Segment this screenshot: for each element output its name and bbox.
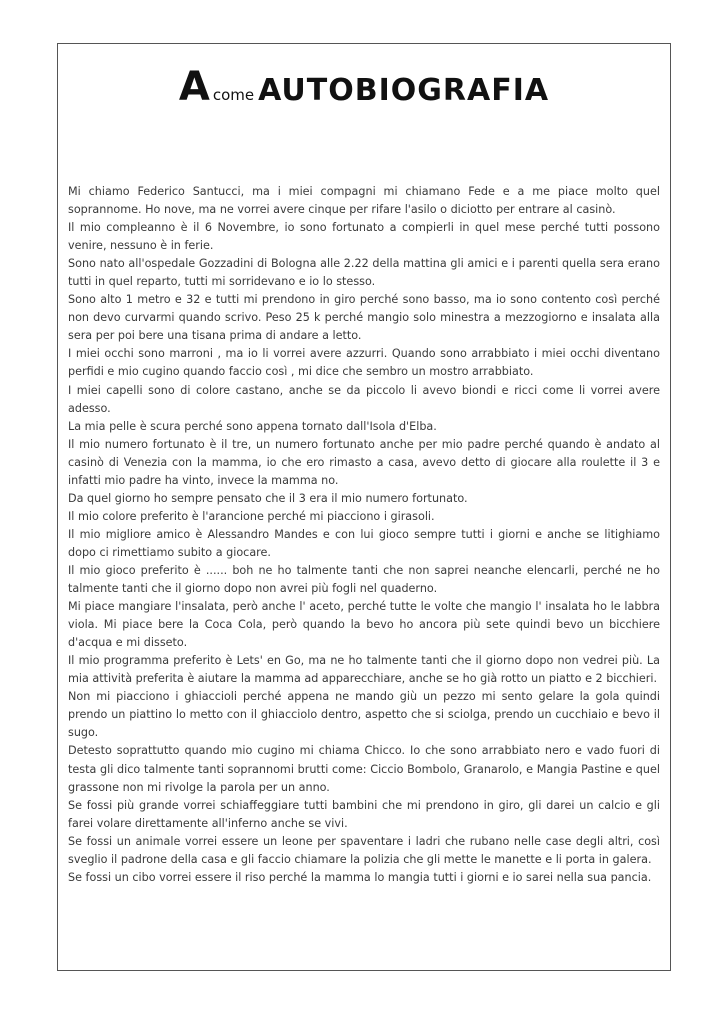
paragraph: Sono alto 1 metro e 32 e tutti mi prendono in giro perché sono basso, ma io sono contento così perché non devo curvarmi quando scrivo. Peso 25 k perché mangio solo minestra a mezzogiorno e insalata alla sera per poi bere una tisana prima di andare a letto. — [68, 293, 660, 343]
paragraph: Il mio migliore amico è Alessandro Mandes e con lui gioco sempre tutti i giorni e anche se litighiamo dopo ci rimettiamo subito a giocare. — [68, 527, 660, 559]
title-letter-a: A — [178, 64, 211, 110]
page-title — [58, 64, 670, 110]
paragraph: Se fossi più grande vorrei schiaffeggiare tutti bambini che mi prendono in giro, gli darei un calcio e gli farei volare direttamente all'inferno anche se vivi. — [68, 798, 660, 830]
paragraph: Il mio compleanno è il 6 Novembre, io sono fortunato a compierli in quel mese perché tutti possono venire, nessuno è in ferie. — [68, 221, 660, 253]
title-autobiografia: AUTOBIOGRAFIA — [258, 73, 550, 108]
paragraph: Se fossi un cibo vorrei essere il riso perché la mamma lo mangia tutti i giorni e io sarei nella sua pancia. — [68, 870, 652, 884]
paragraph: Il mio numero fortunato è il tre, un numero fortunato anche per mio padre perché quando è andato al casinò di Venezia con la mamma, io che ero rimasto a casa, avevo detto di giocare alla roulette il 3 e infatti mio padre ha vinto, invece la mamma no. — [68, 437, 660, 487]
paragraph: Il mio gioco preferito è ...... boh ne ho talmente tanti che non saprei neanche elencarli, perché ne ho talmente tanti che il giorno dopo non avrei più fogli nel quaderno. — [68, 563, 660, 596]
paragraph: Mi chiamo Federico Santucci, ma i miei compagni mi chiamano Fede e a me piace molto quel soprannome. Ho nove, ma ne vorrei avere cinque per rifare l'asilo o diciotto per entrare al casinò. — [68, 185, 660, 217]
paragraph: Sono nato all'ospedale Gozzadini di Bologna alle 2.22 della mattina gli amici e i parenti quella sera erano tutti in quel reparto, tutti mi sorridevano e io lo stesso. — [68, 257, 660, 289]
paragraph: Non mi piacciono i ghiaccioli perché appena ne mando giù un pezzo mi sento gelare la gola quindi prendo un piattino lo metto con il ghiacciolo dentro, aspetto che si sciolga, prendo un cucchiaio e bevo il sugo. — [68, 690, 660, 740]
paragraph: Mi piace mangiare l'insalata, però anche l' aceto, perché tutte le volte che mangio l' insalata ho le labbra viola. Mi piace bere la Coca Cola, però quando la bevo ho ancora più sete quindi bevo un bicchiere d'acqua e mi disseto. — [68, 600, 660, 650]
paragraph: Detesto soprattutto quando mio cugino mi chiama Chicco. Io che sono arrabbiato nero e vado fuori di testa gli dico talmente tanti soprannomi brutti come: Ciccio Bombolo, Granarolo, e Mangia Pastine e quel grassone non mi rivolge la parola per un anno. — [68, 744, 660, 794]
title-come: come — [212, 86, 255, 104]
paragraph: Il mio programma preferito è Lets' en Go, ma ne ho talmente tanti che il giorno dopo non vedrei più. La mia attività preferita è aiutare la mamma ad apparecchiare, anche se ho già rotto un piatto e 2 bicchieri. — [68, 654, 660, 686]
paragraph: I miei capelli sono di colore castano, anche se da piccolo li avevo biondi e ricci come li vorrei avere adesso. — [68, 383, 660, 415]
paragraph: Se fossi un animale vorrei essere un leone per spaventare i ladri che rubano nelle case degli altri, così sveglio il padrone della casa e gli faccio chiamare la polizia che gli mette le manette e li porta in galera. — [68, 834, 660, 866]
paragraph: I miei occhi sono marroni , ma io li vorrei avere azzurri. Quando sono arrabbiato i miei occhi diventano perfidi e mio cugino quando faccio così , mi dice che sembro un mostro arrabbiato. — [68, 347, 660, 379]
paragraph: Da quel giorno ho sempre pensato che il 3 era il mio numero fortunato. — [68, 491, 468, 505]
page-frame — [57, 43, 671, 971]
autobiography-text — [68, 183, 660, 887]
paragraph: La mia pelle è scura perché sono appena tornato dall'Isola d'Elba. — [68, 419, 437, 433]
paragraph: Il mio colore preferito è l'arancione perché mi piacciono i girasoli. — [68, 509, 435, 523]
